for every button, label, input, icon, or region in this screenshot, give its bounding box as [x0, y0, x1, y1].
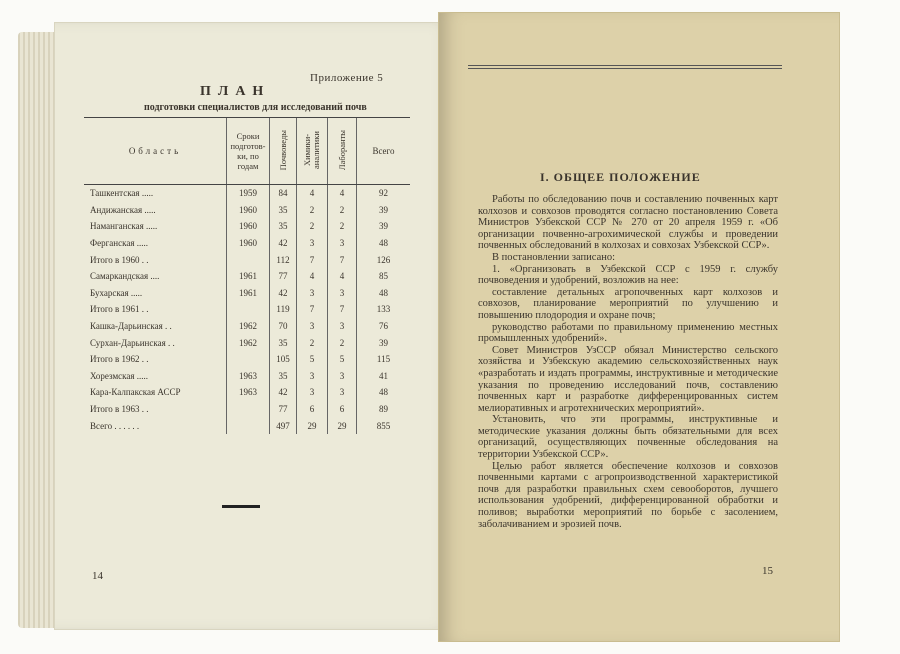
paragraph: Совет Министров УзССР обязал Министерство сельского хозяйства и Узбекскую академию сельскохозяйственных наук «разработать и издать программы, инструктивные и методические указания по проведению исследований почв, составлению почвенных карт и разработке дифференцированных систем мелиоративных и агротехнических мероприятий».: [478, 344, 778, 414]
table-row: [84, 334, 410, 351]
table-cell-region: Самаркандская ....: [90, 271, 160, 282]
header-region: Область: [84, 118, 227, 185]
table-row: [84, 202, 410, 219]
table-cell-soil: 35: [270, 218, 297, 235]
table-cell-region: Андижанская .....: [90, 204, 156, 215]
table-cell-year: 1962: [227, 318, 270, 335]
header-lab-text: Лаборанты: [336, 129, 347, 171]
table-cell-soil: 497: [270, 417, 297, 434]
table-cell-region: Итого в 1963 . .: [90, 404, 149, 415]
table-cell-chem: 2: [297, 202, 328, 219]
table-cell-total: 92: [357, 185, 411, 202]
table-cell-soil: 35: [270, 334, 297, 351]
header-chem: [297, 118, 328, 185]
table-cell-total: 76: [357, 318, 411, 335]
header-soil-text: Почвоведы: [277, 129, 288, 171]
table-cell-lab: 4: [328, 268, 357, 285]
table-cell-year: 1960: [227, 218, 270, 235]
table-cell-region: Всего . . . . . .: [90, 420, 140, 431]
table-cell-chem: 3: [297, 368, 328, 385]
table-cell-total: 85: [357, 268, 411, 285]
table-cell-year: 1963: [227, 368, 270, 385]
table-cell-lab: 3: [328, 384, 357, 401]
table-cell-soil: 77: [270, 401, 297, 418]
table-cell-chem: 2: [297, 334, 328, 351]
table-cell-lab: 3: [328, 318, 357, 335]
table-cell-chem: 3: [297, 285, 328, 302]
table-cell-chem: 4: [297, 185, 328, 202]
table-row: [84, 285, 410, 302]
table-cell-year: 1959: [227, 185, 270, 202]
table-cell-year: [227, 401, 270, 418]
paragraph: составление детальных агропочвенных карт колхозов и совхозов, планирование мероприятий по улучшению и повышению плодородия и охране почв;: [478, 286, 778, 321]
plan-title: ПЛАН: [200, 84, 271, 99]
table-cell-chem: 5: [297, 351, 328, 368]
table-cell-total: 115: [357, 351, 411, 368]
table-cell-chem: 4: [297, 268, 328, 285]
table-cell-region: Наманганская .....: [90, 221, 158, 232]
table-row: [84, 301, 410, 318]
appendix-label: Приложение 5: [310, 72, 384, 84]
table-cell-region: Кашка-Дарьинская . .: [90, 321, 172, 332]
table-cell-chem: 6: [297, 401, 328, 418]
table-row: [84, 351, 410, 368]
table-cell-soil: 119: [270, 301, 297, 318]
table-header-row: [84, 118, 410, 185]
table-cell-soil: 42: [270, 384, 297, 401]
table-cell-chem: 7: [297, 301, 328, 318]
header-soil: [270, 118, 297, 185]
separator-mark: [222, 505, 260, 508]
table-cell-lab: 7: [328, 251, 357, 268]
table-row: [84, 268, 410, 285]
table-cell-total: 855: [357, 417, 411, 434]
table-cell-region: Ферганская .....: [90, 238, 148, 249]
table-cell-lab: 5: [328, 351, 357, 368]
table-cell-soil: 70: [270, 318, 297, 335]
table-row: [84, 368, 410, 385]
table-row: [84, 384, 410, 401]
header-total: Всего: [357, 118, 411, 185]
table-cell-lab: 2: [328, 218, 357, 235]
table-row: [84, 185, 410, 202]
table-cell-chem: 29: [297, 417, 328, 434]
plan-subtitle: подготовки специалистов для исследований почв: [144, 102, 367, 113]
table-cell-chem: 7: [297, 251, 328, 268]
table-cell-year: [227, 251, 270, 268]
table-cell-total: 48: [357, 384, 411, 401]
table-cell-total: 39: [357, 202, 411, 219]
table-cell-total: 39: [357, 334, 411, 351]
table-cell-region: Бухарская .....: [90, 287, 143, 298]
table-cell-year: [227, 301, 270, 318]
table-cell-lab: 7: [328, 301, 357, 318]
table-cell-lab: 3: [328, 235, 357, 252]
table-cell-lab: 6: [328, 401, 357, 418]
table-cell-region: Итого в 1961 . .: [90, 304, 149, 315]
table-cell-soil: 42: [270, 285, 297, 302]
table-cell-chem: 3: [297, 384, 328, 401]
table-cell-total: 41: [357, 368, 411, 385]
table-cell-year: [227, 417, 270, 434]
table-cell-region: Ташкентская .....: [90, 188, 154, 199]
table-cell-year: 1963: [227, 384, 270, 401]
table-cell-soil: 112: [270, 251, 297, 268]
table-cell-lab: 29: [328, 417, 357, 434]
table-row: [84, 318, 410, 335]
header-chem-text: Химики-аналитики: [302, 131, 321, 169]
paragraph: В постановлении записано:: [492, 251, 616, 263]
table-cell-chem: 3: [297, 318, 328, 335]
table-row: [84, 251, 410, 268]
header-years: [227, 118, 270, 185]
table-row: [84, 218, 410, 235]
table-cell-year: 1961: [227, 285, 270, 302]
table-cell-year: 1960: [227, 202, 270, 219]
table-cell-soil: 35: [270, 368, 297, 385]
table-cell-chem: 3: [297, 235, 328, 252]
table-cell-region: Итого в 1962 . .: [90, 354, 149, 365]
table-cell-total: 133: [357, 301, 411, 318]
table-cell-lab: 2: [328, 334, 357, 351]
table-row: [84, 401, 410, 418]
plan-table: [84, 117, 410, 434]
table-cell-total: 89: [357, 401, 411, 418]
table-cell-soil: 105: [270, 351, 297, 368]
paragraph: Работы по обследованию почв и составлению почвенных карт колхозов и совхозов проводятся согласно постановлению Совета Министров Узбекской ССР № 270 от 20 апреля 1959 г. «Об организации почвенно-агрохимической службы и проведении почвенных обследований в колхозах и совхозах Узбекской ССР».: [478, 194, 778, 252]
table-row: [84, 417, 410, 434]
table-cell-year: 1960: [227, 235, 270, 252]
body-text: [478, 194, 778, 530]
table-row: [84, 235, 410, 252]
table-cell-soil: 35: [270, 202, 297, 219]
table-cell-region: Хорезмская .....: [90, 370, 149, 381]
table-cell-lab: 2: [328, 202, 357, 219]
table-cell-total: 48: [357, 235, 411, 252]
table-cell-year: [227, 351, 270, 368]
table-cell-soil: 84: [270, 185, 297, 202]
header-years-text: Сроки подготов-ки, по годам: [230, 131, 266, 171]
table-cell-region: Кара-Калпакская АССР: [90, 387, 181, 398]
table-cell-region: Сурхан-Дарьинская . .: [90, 337, 175, 348]
page-edges: [18, 32, 58, 628]
table-cell-soil: 42: [270, 235, 297, 252]
paragraph: Установить, что эти программы, инструктивные и методические указания должны быть обязательными для всех организаций, осуществляющих почвенные обследования на территории Узбекской ССР».: [478, 414, 778, 461]
paragraph: 1. «Организовать в Узбекской ССР с 1959 г. службу почвоведения и удобрений, возложив на нее:: [478, 263, 778, 287]
table-cell-lab: 3: [328, 285, 357, 302]
table-cell-year: 1962: [227, 334, 270, 351]
page-number-right: 15: [762, 565, 773, 577]
table-cell-total: 126: [357, 251, 411, 268]
header-lab: [328, 118, 357, 185]
table-cell-total: 48: [357, 285, 411, 302]
table-cell-year: 1961: [227, 268, 270, 285]
paragraph: Целью работ является обеспечение колхозов и совхозов почвенными картами с агропроизводственной характеристикой почв для разработки правильных схем севооборотов, лучшего использования удобрений, дифференцированной обработки и поливов; выработки мероприятий по борьбе с засолением, заболачиванием и эрозией почв.: [478, 460, 778, 530]
section-title: I. ОБЩЕЕ ПОЛОЖЕНИЕ: [540, 170, 701, 184]
paragraph: руководство работами по правильному применению местных промышленных удобрений».: [478, 321, 778, 345]
table-cell-total: 39: [357, 218, 411, 235]
table-cell-lab: 4: [328, 185, 357, 202]
table-cell-chem: 2: [297, 218, 328, 235]
table-cell-lab: 3: [328, 368, 357, 385]
top-rule: [468, 65, 782, 69]
table-cell-soil: 77: [270, 268, 297, 285]
table-cell-region: Итого в 1960 . .: [90, 254, 149, 265]
page-number-left: 14: [92, 570, 103, 582]
